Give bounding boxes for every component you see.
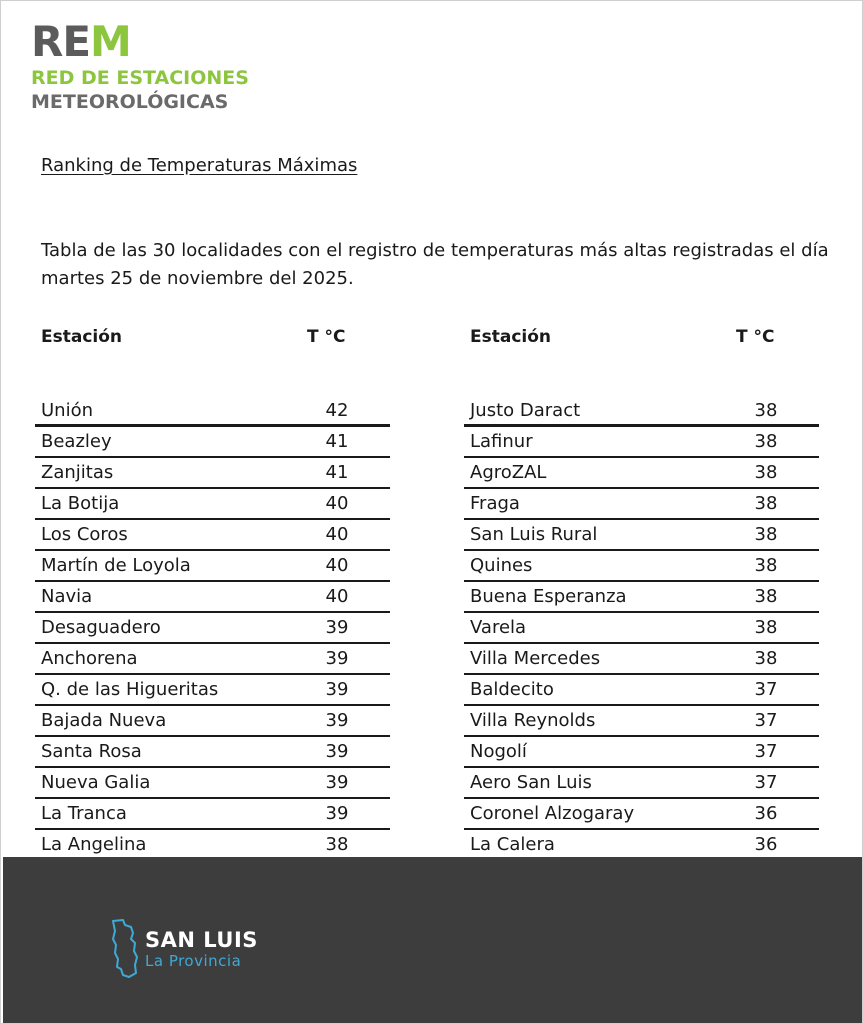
table-row bbox=[464, 427, 819, 458]
station-name: La Botija bbox=[41, 493, 120, 514]
station-temp: 37 bbox=[754, 710, 778, 731]
table-row bbox=[464, 613, 819, 644]
station-name: Martín de Loyola bbox=[41, 555, 191, 576]
station-temp: 39 bbox=[325, 710, 349, 731]
header-temp: T °C bbox=[736, 327, 775, 347]
station-name: Buena Esperanza bbox=[470, 586, 627, 607]
table-row bbox=[464, 489, 819, 520]
station-name: Beazley bbox=[41, 431, 112, 452]
station-temp: 39 bbox=[325, 741, 349, 762]
table-row bbox=[35, 582, 390, 613]
rem-logo bbox=[31, 19, 249, 114]
table-row bbox=[464, 582, 819, 613]
ranking-table-right bbox=[464, 323, 819, 861]
table-row bbox=[35, 458, 390, 489]
table-row bbox=[464, 644, 819, 675]
station-temp: 39 bbox=[325, 803, 349, 824]
table-row bbox=[35, 706, 390, 737]
station-name: Fraga bbox=[470, 493, 520, 514]
station-temp: 38 bbox=[325, 834, 349, 855]
table-body-left bbox=[35, 396, 390, 861]
station-name: Unión bbox=[41, 399, 94, 421]
station-temp: 38 bbox=[754, 555, 778, 576]
station-temp: 37 bbox=[754, 772, 778, 793]
station-temp: 40 bbox=[325, 586, 349, 607]
station-name: La Tranca bbox=[41, 803, 127, 824]
table-header bbox=[35, 323, 390, 351]
table-row bbox=[464, 675, 819, 706]
station-name: Baldecito bbox=[470, 679, 554, 700]
station-temp: 36 bbox=[754, 834, 778, 855]
header-temp: T °C bbox=[307, 327, 346, 347]
table-row bbox=[35, 551, 390, 582]
logo-rem-prefix: RE bbox=[31, 17, 91, 66]
station-temp: 40 bbox=[325, 555, 349, 576]
station-temp: 42 bbox=[325, 399, 349, 421]
station-temp: 38 bbox=[754, 648, 778, 669]
table-row bbox=[464, 520, 819, 551]
station-temp: 38 bbox=[754, 431, 778, 452]
table-row bbox=[35, 768, 390, 799]
logo-rem-wordmark bbox=[31, 19, 249, 65]
station-name: Justo Daract bbox=[470, 399, 581, 421]
table-row bbox=[464, 458, 819, 489]
station-name: Los Coros bbox=[41, 524, 128, 545]
table-row bbox=[35, 737, 390, 768]
station-name: Nueva Galia bbox=[41, 772, 151, 793]
station-name: Lafinur bbox=[470, 431, 533, 452]
station-temp: 39 bbox=[325, 772, 349, 793]
station-name: Desaguadero bbox=[41, 617, 161, 638]
table-row bbox=[35, 489, 390, 520]
station-temp: 38 bbox=[754, 524, 778, 545]
station-temp: 41 bbox=[325, 431, 349, 452]
table-row bbox=[464, 737, 819, 768]
station-temp: 38 bbox=[754, 586, 778, 607]
station-name: Coronel Alzogaray bbox=[470, 803, 635, 824]
header-station: Estación bbox=[41, 327, 123, 347]
station-name: Villa Reynolds bbox=[470, 710, 596, 731]
station-name: Navia bbox=[41, 586, 93, 607]
table-row bbox=[464, 706, 819, 737]
table-row bbox=[35, 396, 390, 427]
station-temp: 40 bbox=[325, 524, 349, 545]
station-name: Bajada Nueva bbox=[41, 710, 167, 731]
table-row bbox=[35, 644, 390, 675]
station-name: Anchorena bbox=[41, 648, 138, 669]
station-temp: 38 bbox=[754, 399, 778, 421]
station-name: La Calera bbox=[470, 834, 555, 855]
station-name: Q. de las Higueritas bbox=[41, 679, 219, 700]
logo-line-1: RED DE ESTACIONES bbox=[31, 67, 249, 89]
station-temp: 39 bbox=[325, 617, 349, 638]
intro-paragraph: Tabla de las 30 localidades con el registro de temperaturas más altas registradas el día martes 25 de noviembre del 2025. bbox=[41, 240, 829, 289]
station-temp: 41 bbox=[325, 462, 349, 483]
station-temp: 37 bbox=[754, 741, 778, 762]
station-temp: 38 bbox=[754, 493, 778, 514]
logo-rem-suffix: M bbox=[90, 17, 131, 66]
station-name: Nogolí bbox=[470, 741, 527, 762]
logo-line-2: METEOROLÓGICAS bbox=[31, 91, 229, 113]
station-name: Villa Mercedes bbox=[470, 648, 601, 669]
station-name: Varela bbox=[470, 617, 527, 638]
station-name: AgroZAL bbox=[470, 462, 547, 483]
table-row bbox=[35, 613, 390, 644]
station-temp: 36 bbox=[754, 803, 778, 824]
header-station: Estación bbox=[470, 327, 552, 347]
station-name: Santa Rosa bbox=[41, 741, 142, 762]
table-row bbox=[464, 396, 819, 427]
station-temp: 40 bbox=[325, 493, 349, 514]
station-temp: 37 bbox=[754, 679, 778, 700]
san-luis-logo bbox=[109, 919, 258, 979]
province-map-icon bbox=[109, 919, 141, 979]
table-row bbox=[35, 799, 390, 830]
station-temp: 39 bbox=[325, 648, 349, 669]
table-row bbox=[464, 799, 819, 830]
table-header bbox=[464, 323, 819, 351]
station-temp: 38 bbox=[754, 462, 778, 483]
footer-subtitle: La Provincia bbox=[145, 952, 242, 970]
station-name: Quines bbox=[470, 555, 533, 576]
table-row bbox=[464, 551, 819, 582]
station-name: La Angelina bbox=[41, 834, 147, 855]
footer-brand: SAN LUIS bbox=[145, 928, 258, 952]
table-row bbox=[35, 520, 390, 551]
station-name: San Luis Rural bbox=[470, 524, 598, 545]
table-body-right bbox=[464, 396, 819, 861]
footer-band bbox=[3, 857, 862, 1023]
san-luis-text bbox=[145, 928, 258, 970]
ranking-table-left bbox=[35, 323, 390, 861]
station-temp: 38 bbox=[754, 617, 778, 638]
station-temp: 39 bbox=[325, 679, 349, 700]
table-row bbox=[464, 768, 819, 799]
station-name: Aero San Luis bbox=[470, 772, 592, 793]
table-row bbox=[35, 675, 390, 706]
table-row bbox=[35, 427, 390, 458]
station-name: Zanjitas bbox=[41, 462, 114, 483]
page-title: Ranking de Temperaturas Máximas bbox=[41, 155, 358, 176]
